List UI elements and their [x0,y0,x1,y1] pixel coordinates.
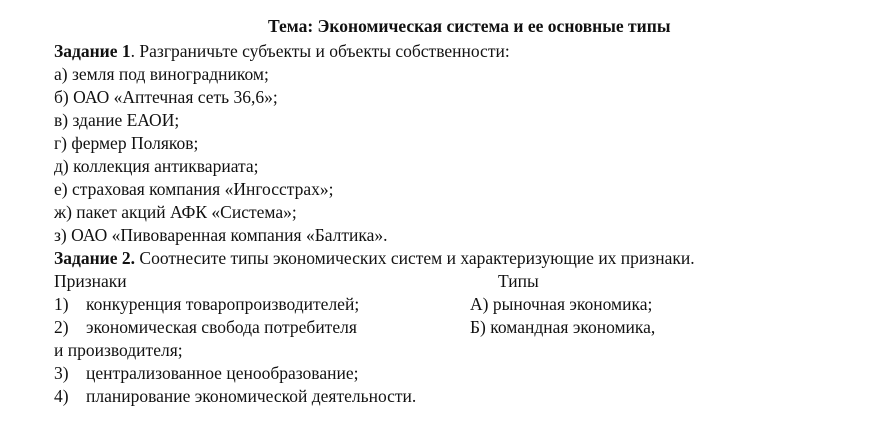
sign-text: централизованное ценообразование; [86,363,359,383]
task1-heading [54,40,510,62]
sign-text: экономическая свобода потребителя [86,317,357,337]
sign-item [54,316,357,338]
type-item: Б) командная экономика, [470,317,656,337]
task1-item: а) земля под виноградником; [54,64,269,84]
sign-text: конкуренция товаропроизводителей; [86,294,360,314]
signs-column-header: Признаки [54,271,127,291]
sign-number: 2) [54,317,69,337]
task2-text: Соотнесите типы экономических систем и характеризующие их признаки. [135,248,695,268]
task1-item: б) ОАО «Аптечная сеть 36,6»; [54,87,278,107]
type-item: А) рыночная экономика; [470,294,653,314]
sign-number: 3) [54,363,69,383]
task1-item: в) здание ЕАОИ; [54,110,180,130]
sign-number: 4) [54,386,69,406]
task1-item: г) фермер Поляков; [54,133,199,153]
task1-label: Задание 1 [54,41,131,61]
task1-item: д) коллекция антиквариата; [54,156,259,176]
sign-text: планирование экономической деятельности. [86,386,417,406]
task1-text: . Разграничьте субъекты и объекты собственности: [130,41,510,61]
sign-item [54,293,359,315]
sign-item [54,362,358,384]
task2-label: Задание 2. [54,248,136,268]
sign-item-continuation: и производителя; [54,340,183,360]
task2-heading [54,247,695,269]
document-title: Тема: Экономическая система и ее основные типы [268,16,671,36]
task1-item: з) ОАО «Пивоваренная компания «Балтика». [54,225,388,245]
task1-item: ж) пакет акций АФК «Система»; [54,202,297,222]
task1-item: е) страховая компания «Ингосстрах»; [54,179,334,199]
sign-item [54,385,416,407]
sign-number: 1) [54,294,69,314]
types-column-header: Типы [498,271,539,291]
